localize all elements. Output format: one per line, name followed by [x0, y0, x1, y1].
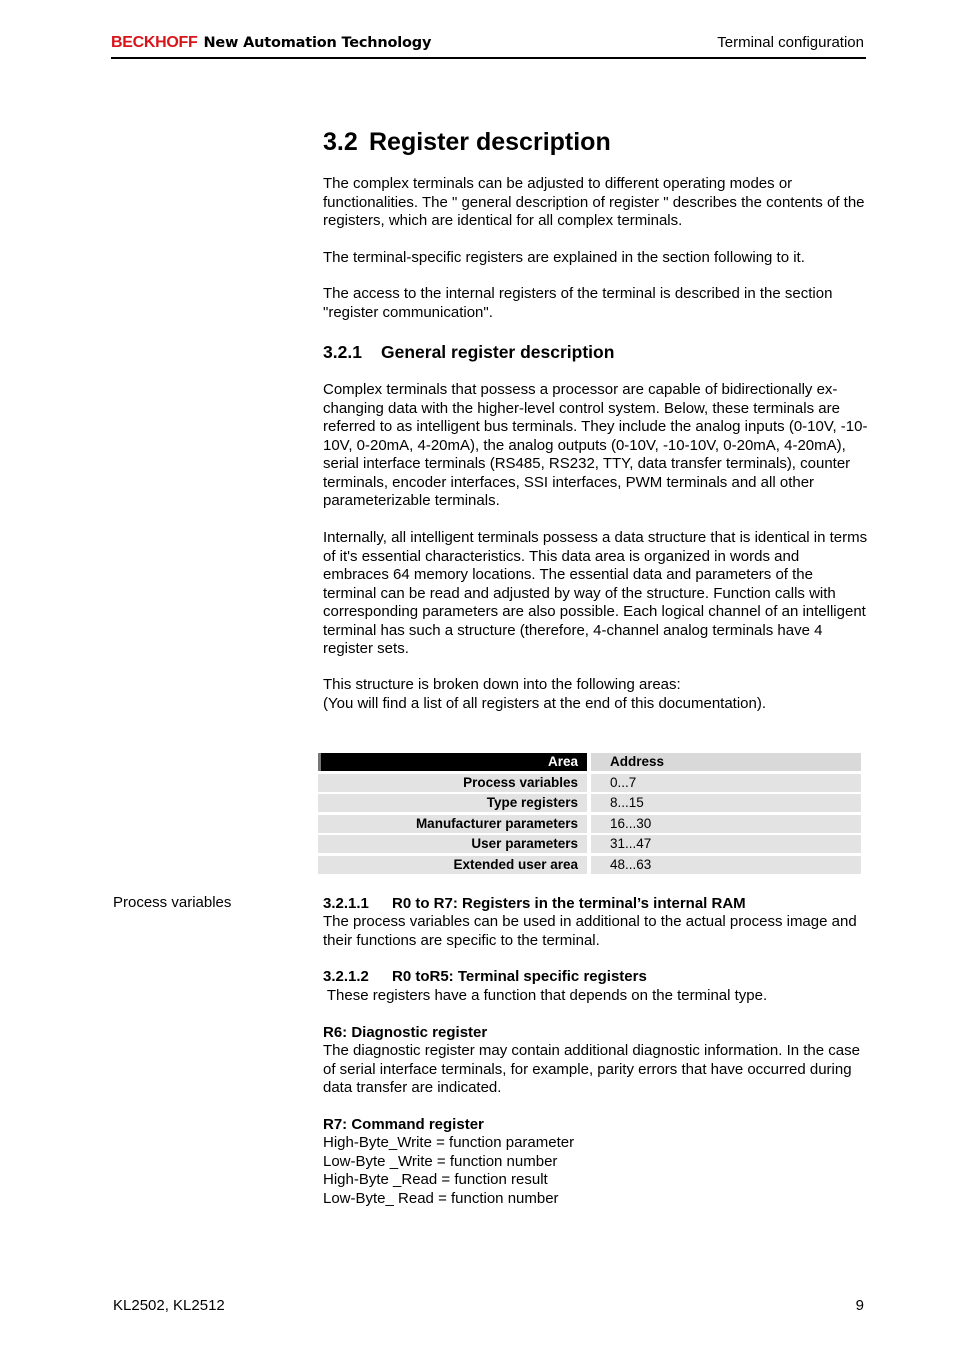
section-number: 3.2 — [323, 128, 358, 156]
sub2-text: These registers have a function that depends on the terminal type. — [323, 987, 768, 1004]
footer-product: KL2502, KL2512 — [113, 1297, 225, 1314]
section-title: Register description — [369, 128, 611, 156]
sub2-heading — [323, 968, 647, 987]
intro-paragraph-3: The access to the internal registers of the terminal is described in the section "register communication". — [323, 285, 833, 321]
sub1-text: The process variables can be used in additional to the actual process image and their functions are specific to the terminal. — [323, 913, 857, 949]
subsection-title: General register description — [381, 342, 615, 362]
section-heading — [323, 126, 611, 158]
table-cell-address: 16...30 — [591, 815, 861, 833]
general-paragraph-3: This structure is broken down into the following areas: — [323, 676, 681, 693]
logo-brand: BECKHOFF — [111, 34, 198, 51]
table-cell-area: Type registers — [318, 794, 587, 812]
header-section-title: Terminal configuration — [717, 34, 864, 51]
general-paragraph-1: Complex terminals that possess a processor are capable of bidirectionally ex-changing data with the higher-level control system. Below, these terminals are referred to as intelligent bus terminals. They include the analog inputs (0-10V, -10-10V, 0-20mA, 4-20mA), the analog outputs (0-10V, -10-10V, 0-20mA, 4-20mA), serial interface terminals (RS485, RS232, TTY, data transfer terminals), counter terminals, encoder interfaces, SSI interfaces, PWM terminals and all other parameterizable terminals. — [323, 381, 868, 509]
r7-line: Low-Byte _Write = function number — [323, 1153, 558, 1170]
subsection-number: 3.2.1 — [323, 342, 362, 362]
sub2-number: 3.2.1.2 — [323, 968, 369, 985]
table-cell-area: Extended user area — [318, 856, 587, 874]
table-row — [318, 835, 861, 853]
beckhoff-logo — [111, 33, 431, 53]
table-header-row — [318, 753, 861, 771]
page-number: 9 — [855, 1297, 864, 1314]
table-cell-address: 48...63 — [591, 856, 861, 874]
table-cell-area: User parameters — [318, 835, 587, 853]
table-row — [318, 774, 861, 792]
general-paragraph-2: Internally, all intelligent terminals possess a data structure that is identical in terms of it's essential characteristics. This data area is organized in words and embraces 64 memory locations. The essential data and parameters of the terminal can be read and adjusted by way of the structure. Function calls with corresponding parameters are also possible. Each logical channel of an intelligent terminal has such a structure (therefore, 4-channel analog terminals have 4 register sets. — [323, 529, 868, 657]
logo-tagline: New Automation Technology — [203, 35, 432, 51]
table-cell-area: Manufacturer parameters — [318, 815, 587, 833]
general-paragraph-4: (You will find a list of all registers at the end of this documentation). — [323, 695, 767, 712]
header-divider — [111, 57, 866, 59]
table-row — [318, 815, 861, 833]
r7-line: Low-Byte_ Read = function number — [323, 1190, 559, 1207]
table-row — [318, 856, 861, 874]
r6-text: The diagnostic register may contain additional diagnostic information. In the case of serial interface terminals, for example, parity errors that have occurred during data transfer are indicated. — [323, 1042, 860, 1096]
r7-line: High-Byte_Write = function parameter — [323, 1134, 575, 1151]
subsection-heading — [323, 341, 614, 363]
table-row — [318, 794, 861, 812]
table-cell-address: 31...47 — [591, 835, 861, 853]
sub1-title: R0 to R7: Registers in the terminal’s internal RAM — [392, 895, 746, 912]
intro-paragraph-2: The terminal-specific registers are explained in the section following to it. — [323, 249, 805, 266]
table-cell-address: 0...7 — [591, 774, 861, 792]
sub2-title: R0 toR5: Terminal specific registers — [392, 968, 647, 985]
table-header-address: Address — [591, 753, 861, 771]
table-cell-address: 8...15 — [591, 794, 861, 812]
margin-label: Process variables — [113, 894, 232, 911]
intro-paragraph-1: The complex terminals can be adjusted to different operating modes or functionalities. The " general description of register " describes the contents of the registers, which are identical for all complex terminals. — [323, 175, 865, 229]
table-cell-area: Process variables — [318, 774, 587, 792]
r7-line: High-Byte _Read = function result — [323, 1171, 548, 1188]
register-area-table — [318, 753, 861, 877]
r7-heading: R7: Command register — [323, 1116, 484, 1133]
sub1-number: 3.2.1.1 — [323, 895, 369, 912]
r6-heading: R6: Diagnostic register — [323, 1024, 488, 1041]
sub1-heading — [323, 895, 746, 914]
table-header-area: Area — [318, 753, 587, 771]
